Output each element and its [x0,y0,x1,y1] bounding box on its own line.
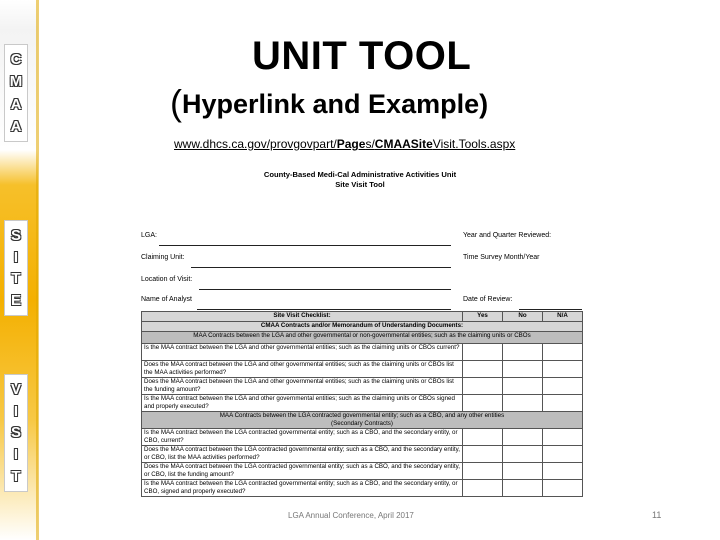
question-cell: Is the MAA contract between the LGA contracted governmental entity; such as a CBO, and the secondary entity, or CBO, signed and properly executed? [142,480,463,497]
sidebar-letter: I [13,402,19,420]
sidebar-label-site [4,220,28,316]
sidebar-label-visit [4,374,28,492]
link-part: CMAASite [374,137,433,151]
slide-subtitle [170,82,488,124]
yes-cell[interactable] [463,395,503,412]
sidebar-letter: S [10,424,21,442]
location-label: Location of Visit: [141,276,193,283]
yes-cell[interactable] [463,361,503,378]
review-date-line [519,309,582,310]
time-survey-label: Time Survey Month/Year [463,254,540,261]
table-row [142,429,583,446]
site-visit-checklist [141,311,583,497]
sidebar-letter: I [13,248,19,266]
year-quarter-field [463,232,582,246]
yes-cell[interactable] [463,378,503,395]
yes-cell[interactable] [463,429,503,446]
section1-title: CMAA Contracts and/or Memorandum of Understanding Documents: [142,322,583,332]
table-row [142,480,583,497]
location-field [141,276,451,290]
sidebar-letter: I [13,446,19,464]
sidebar-letter: T [11,270,21,288]
analyst-field [141,296,451,310]
table-row [142,463,583,480]
time-survey-field [463,254,582,268]
sidebar-letter: T [11,468,21,486]
subtitle-text: Hyperlink and Example) [182,89,489,119]
section2-line1: MAA Contracts between the LGA contracted governmental entity; such as a CBO, and any other entities [219,412,505,419]
no-cell[interactable] [503,429,543,446]
year-quarter-label: Year and Quarter Reviewed: [463,232,552,239]
location-line [199,289,451,290]
na-cell[interactable] [543,446,583,463]
analyst-label: Name of Analyst [141,296,192,303]
table-row [142,395,583,412]
no-cell[interactable] [503,463,543,480]
na-cell[interactable] [543,429,583,446]
section1-row: MAA Contracts between the LGA and other governmental or non-governmental entities; such as the claiming units or CBOs [142,332,583,344]
sidebar-letter: A [10,95,22,113]
question-cell: Does the MAA contract between the LGA contracted governmental entity; such as a CBO, and the secondary entity, or CBO, list the funding amount? [142,463,463,480]
claiming-unit-field [141,254,451,268]
na-cell[interactable] [543,463,583,480]
no-cell[interactable] [503,378,543,395]
yes-cell[interactable] [463,446,503,463]
sidebar-label-cmaa [4,44,28,142]
section-subheader-row [142,332,583,344]
no-cell[interactable] [503,395,543,412]
question-cell: Does the MAA contract between the LGA and other governmental entities; such as the claiming units or CBOs list the funding amount? [142,378,463,395]
link-part: Page [336,137,366,151]
sidebar-letter: S [10,226,21,244]
sidebar-letter: A [10,117,22,135]
question-cell: Does the MAA contract between the LGA and other governmental entities; such as the claiming units or CBOs list the MAA activities performed? [142,361,463,378]
table-row [142,361,583,378]
na-cell[interactable] [543,344,583,361]
lga-line [159,245,451,246]
sidebar-letter: E [10,292,21,310]
na-cell[interactable] [543,395,583,412]
claiming-unit-line [191,267,451,268]
link-part: Visit.Tools.aspx [432,137,516,151]
slide-footer: LGA Annual Conference, April 2017 [288,511,414,520]
analyst-line [197,309,451,310]
yes-cell[interactable] [463,480,503,497]
form-header-org: County-Based Medi-Cal Administrative Activities Unit [263,170,457,179]
question-cell: Does the MAA contract between the LGA contracted governmental entity; such as a CBO, and the secondary entity, or CBO, list the MAA activities performed? [142,446,463,463]
page-number: 11 [652,510,662,520]
no-cell[interactable] [503,344,543,361]
lga-field [141,232,451,246]
checklist-title: Site Visit Checklist: [142,312,463,322]
claiming-unit-label: Claiming Unit: [141,254,185,261]
no-cell[interactable] [503,361,543,378]
question-cell: Is the MAA contract between the LGA and other governmental entities; such as the claiming units or CBOs signed and properly executed? [142,395,463,412]
question-cell: Is the MAA contract between the LGA contracted governmental entity; such as a CBO, and the secondary entity, or CBO, current? [142,429,463,446]
col-na: N/A [543,312,583,322]
section-subheader-row [142,412,583,429]
col-yes: Yes [463,312,503,322]
link-part: s/ [365,137,375,151]
slide-title: UNIT TOOL [252,34,472,78]
no-cell[interactable] [503,446,543,463]
sidebar-letter: M [9,73,23,91]
na-cell[interactable] [543,480,583,497]
lga-label: LGA: [141,232,157,239]
site-visit-tools-link[interactable] [174,137,515,151]
na-cell[interactable] [543,378,583,395]
col-no: No [503,312,543,322]
table-row [142,378,583,395]
review-date-label: Date of Review: [463,296,513,303]
subtitle-paren: ( [170,82,182,123]
section2-title [142,412,583,429]
table-row [142,446,583,463]
section2-line2: (Secondary Contracts) [331,420,393,427]
review-date-field [463,296,582,310]
section-header-row [142,322,583,332]
link-part: www.dhcs.ca.gov/provgovpart/ [174,137,337,151]
yes-cell[interactable] [463,344,503,361]
sidebar-edge [36,0,39,540]
sidebar-letter: V [10,380,21,398]
sidebar-letter: C [10,51,22,69]
table-row [142,344,583,361]
yes-cell[interactable] [463,463,503,480]
question-cell: Is the MAA contract between the LGA and other governmental entities; such as the claiming units or CBOs current? [142,344,463,361]
no-cell[interactable] [503,480,543,497]
checklist-header-row [142,312,583,322]
na-cell[interactable] [543,361,583,378]
form-header-title: Site Visit Tool [335,180,385,189]
